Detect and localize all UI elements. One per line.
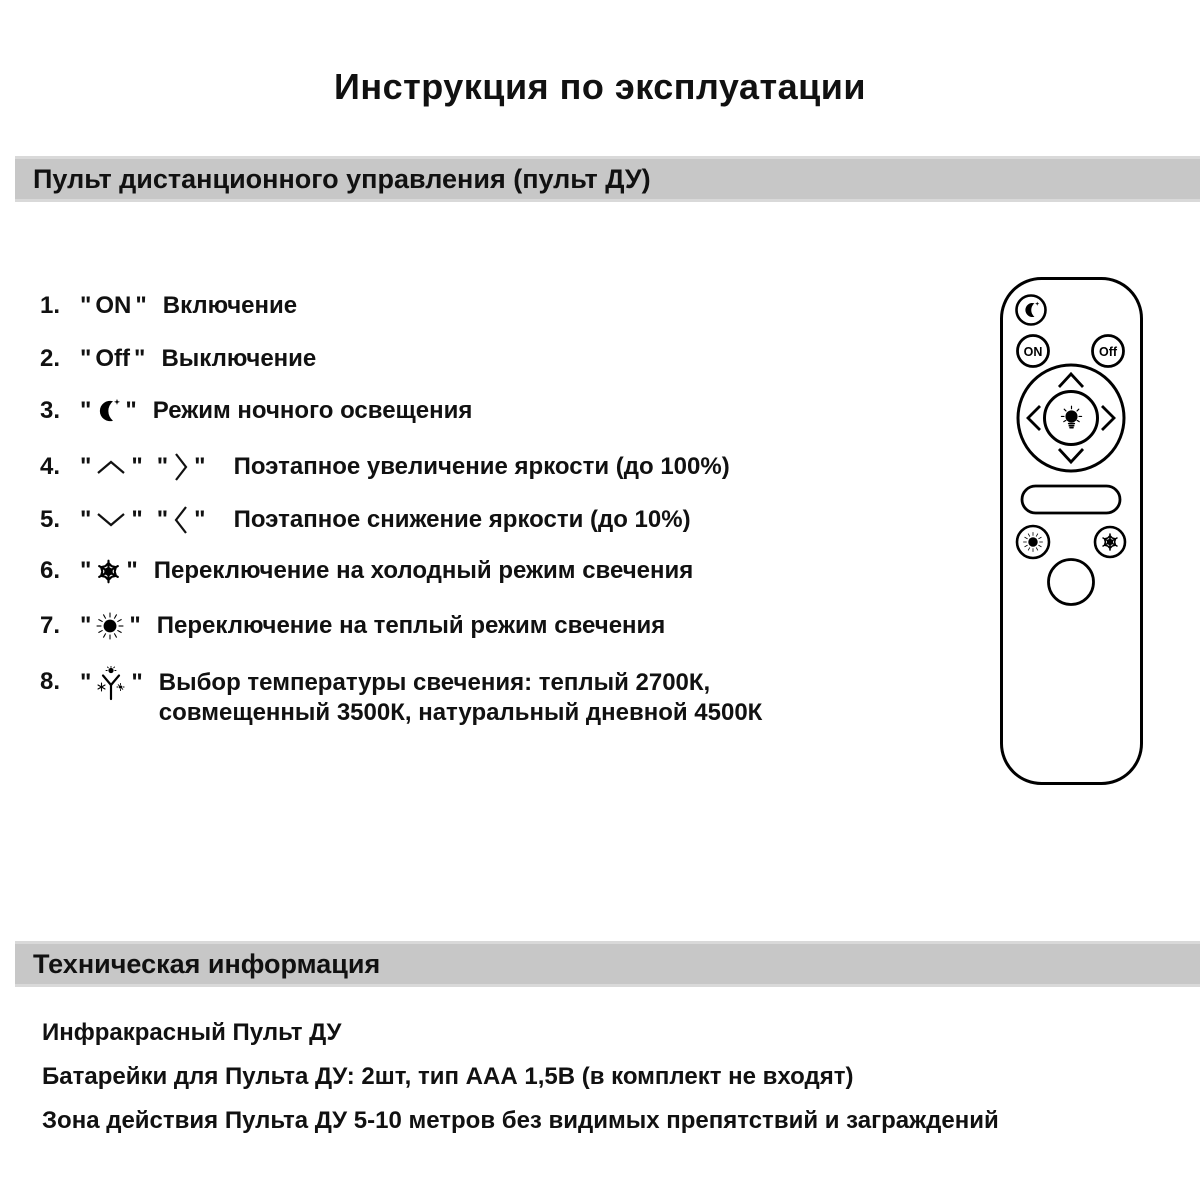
- quote-mark: ": [194, 506, 206, 533]
- item-description: Переключение на холодный режим свечения: [153, 557, 694, 584]
- item-number: 5.: [40, 506, 61, 533]
- list-item-brightness-up: [40, 450, 730, 484]
- list-item-night-mode: [40, 397, 472, 425]
- moon-icon: [95, 398, 121, 424]
- temperature-select-icon: [95, 666, 127, 702]
- list-item-brightness-down: [40, 503, 691, 537]
- quote-mark: ": [80, 557, 92, 584]
- chevron-down-icon: [95, 511, 127, 529]
- item-description: Включение: [162, 292, 298, 319]
- tech-info: [42, 1018, 999, 1150]
- item-number: 4.: [40, 453, 61, 480]
- quote-mark: ": [135, 292, 147, 319]
- remote-illustration: [1000, 277, 1143, 785]
- quote-mark: ": [80, 453, 92, 480]
- list-item-on: [40, 292, 297, 320]
- quote-mark: ": [131, 506, 143, 533]
- item-number: 8.: [40, 668, 61, 695]
- list-item-temperature-select: [40, 668, 762, 728]
- item-description: Выключение: [161, 345, 317, 372]
- list-item-cold-mode: [40, 557, 693, 585]
- quote-mark: ": [131, 453, 143, 480]
- list-item-off: [40, 345, 316, 373]
- quote-mark: ": [134, 345, 146, 372]
- item-number: 1.: [40, 292, 61, 319]
- item-number: 2.: [40, 345, 61, 372]
- off-button-label: Off: [95, 345, 131, 372]
- page-title: Инструкция по эксплуатации: [333, 66, 867, 107]
- chevron-right-icon: [172, 450, 190, 484]
- section-header-tech: [15, 941, 1200, 987]
- quote-mark: ": [80, 397, 92, 424]
- remote-off-button-label: Off: [1098, 345, 1118, 359]
- item-number: 7.: [40, 612, 61, 639]
- tech-line-batteries: Батарейки для Пульта ДУ: 2шт, тип ААА 1,5В (в комплект не входят): [42, 1063, 854, 1090]
- on-button-label: ON: [95, 292, 132, 319]
- tech-line-range: Зона действия Пульта ДУ 5-10 метров без видимых препятствий и заграждений: [42, 1107, 999, 1134]
- quote-mark: ": [129, 612, 141, 639]
- quote-mark: ": [80, 612, 92, 639]
- quote-mark: ": [80, 345, 92, 372]
- quote-mark: ": [80, 506, 92, 533]
- section-header-remote: [15, 156, 1200, 202]
- item-description-line1: Выбор температуры свечения: теплый 2700К,: [158, 669, 711, 696]
- item-description: Поэтапное снижение яркости (до 10%): [233, 506, 691, 533]
- remote-on-button-label: ON: [1023, 345, 1043, 359]
- item-description-line2: совмещенный 3500К, натуральный дневной 4500К: [158, 699, 763, 726]
- item-description: Режим ночного освещения: [152, 397, 473, 424]
- quote-mark: ": [125, 397, 137, 424]
- tech-line-remote-type: Инфракрасный Пульт ДУ: [42, 1019, 342, 1046]
- chevron-left-icon: [172, 503, 190, 537]
- list-item-warm-mode: [40, 611, 665, 641]
- item-description: [159, 668, 763, 728]
- quote-mark: ": [194, 453, 206, 480]
- quote-mark: ": [156, 506, 169, 533]
- item-number: 6.: [40, 557, 61, 584]
- section-header-remote-label: Пульт дистанционного управления (пульт ДУ): [33, 163, 651, 194]
- chevron-up-icon: [95, 458, 127, 476]
- quote-mark: ": [156, 453, 169, 480]
- quote-mark: ": [80, 669, 92, 696]
- quote-mark: ": [126, 557, 138, 584]
- item-number: 3.: [40, 397, 61, 424]
- quote-mark: ": [80, 292, 92, 319]
- sun-icon: [95, 611, 125, 641]
- snowflake-icon: [95, 558, 122, 585]
- section-header-tech-label: Техническая информация: [33, 948, 381, 979]
- item-description: Переключение на теплый режим свечения: [156, 612, 666, 639]
- item-description: Поэтапное увеличение яркости (до 100%): [233, 453, 730, 480]
- quote-mark: ": [131, 669, 143, 696]
